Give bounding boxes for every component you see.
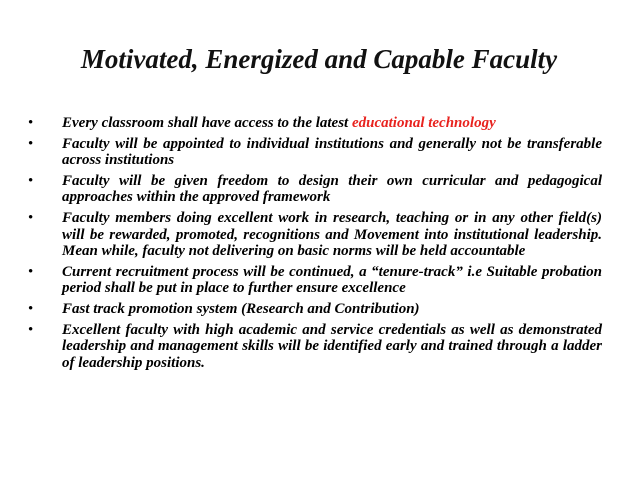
bullet-text: Faculty will be appointed to individual institutions and generally not be transferable across institutions [62, 135, 602, 169]
bullet-text: Faculty will be given freedom to design their own curricular and pedagogical approaches within the approved framework [62, 172, 602, 206]
bullet-text: Fast track promotion system (Research and Contribution) [62, 300, 420, 317]
bullet-item-5 [28, 264, 602, 297]
bullet-dot-icon: • [28, 115, 34, 131]
bullet-text: Faculty members doing excellent work in research, teaching or in any other field(s) will be rewarded, promoted, recognitions and Movement into institutional leadership. Mean while, faculty not delivering on basic norms will be held accountable [62, 209, 602, 260]
highlighted-text: educational technology [351, 115, 496, 131]
slide-title: Motivated, Energized and Capable Faculty [80, 44, 558, 74]
bullet-item-4 [28, 210, 602, 260]
bullet-dot-icon: • [28, 172, 34, 189]
bullet-dot-icon: • [28, 263, 34, 280]
bullet-dot-icon: • [28, 321, 34, 338]
bullet-dot-icon: • [28, 135, 34, 152]
bullet-item-3 [28, 173, 602, 206]
bullet-dot-icon: • [28, 300, 34, 317]
bullet-text: Excellent faculty with high academic and service credentials as well as demonstrated leadership and management skills will be identified early and trained through a ladder of leadership positions. [62, 321, 602, 371]
bullet-item-1 [28, 115, 602, 132]
bullet-dot-icon: • [28, 209, 34, 226]
bullet-text: Current recruitment process will be continued, a “tenure-track” i.e Suitable probation period shall be put in place to further ensure excellence [62, 263, 602, 297]
bullet-text: Every classroom shall have access to the latest [62, 115, 352, 131]
bullet-item-7 [28, 322, 602, 372]
bullet-item-6 [28, 301, 602, 318]
bullet-item-2 [28, 136, 602, 169]
bullet-list [28, 115, 602, 375]
